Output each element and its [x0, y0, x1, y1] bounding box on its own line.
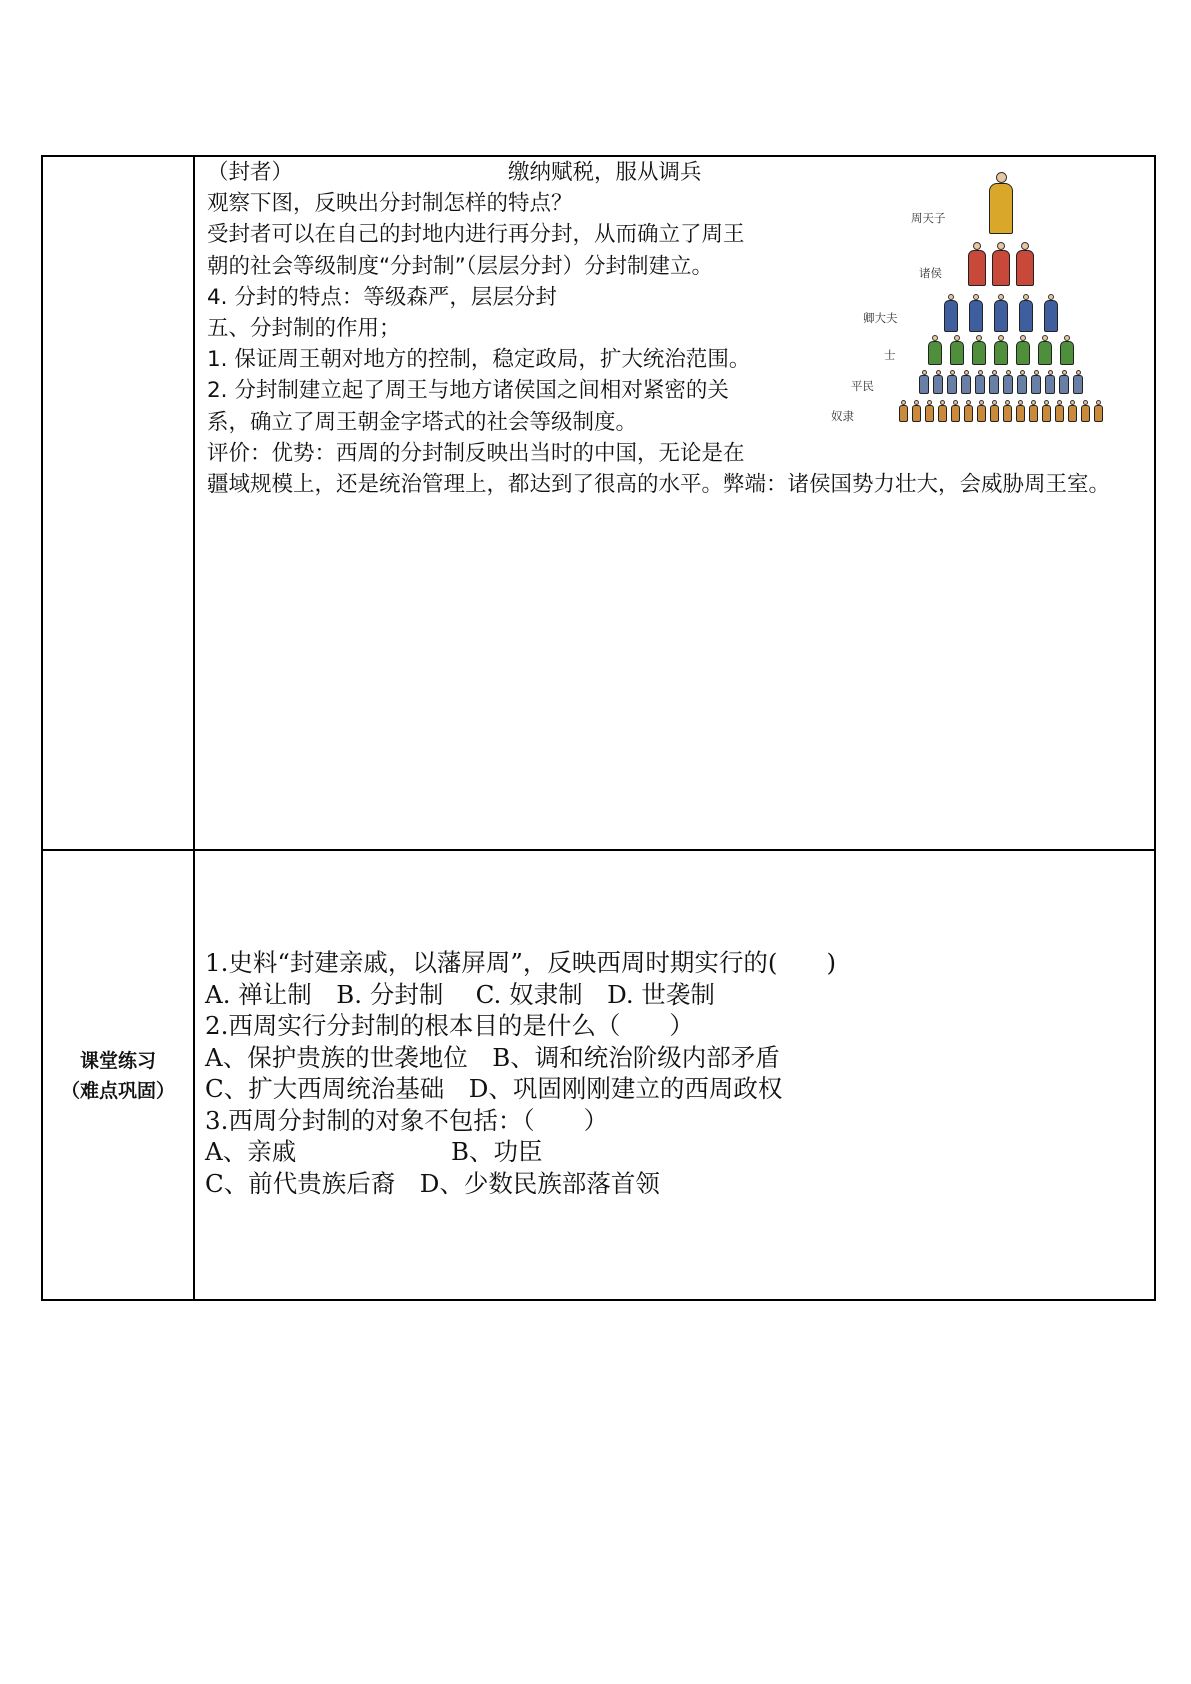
content-cell-row2 — [205, 947, 1145, 1199]
pyramid-person-figure — [1068, 400, 1077, 422]
pyramid-person-figure — [994, 335, 1008, 365]
pyramid-person-figure — [944, 294, 958, 332]
pyramid-person-figure — [919, 370, 929, 394]
pyramid-person-figure — [912, 400, 921, 422]
text-line: 疆域规模上，还是统治管理上，都达到了很高的水平。弊端：诸侯国势力壮大，会威胁周王室。 — [207, 472, 1111, 498]
pyramid-person-figure — [992, 242, 1010, 286]
level-label-tianzi: 周天子 — [911, 211, 946, 225]
pyramid-person-figure — [1038, 335, 1052, 365]
pyramid-person-figure — [1045, 370, 1055, 394]
pyramid-person-figure — [950, 335, 964, 365]
pyramid-person-figure — [899, 400, 908, 422]
lesson-table — [41, 155, 1156, 1301]
text-line: 1. 保证周王朝对地方的控制，稳定政局，扩大统治范围。 — [207, 347, 751, 373]
pyramid-person-figure — [1081, 400, 1090, 422]
pyramid-person-figure — [968, 242, 986, 286]
pyramid-person-figure — [1042, 400, 1051, 422]
text-line: 受封者可以在自己的封地内进行再分封，从而确立了周王 — [207, 222, 745, 248]
level-label-pingmin: 平民 — [851, 379, 874, 393]
pyramid-person-figure — [1073, 370, 1083, 394]
question-line: A、亲戚 B、功臣 — [205, 1137, 543, 1166]
pyramid-person-figure — [925, 400, 934, 422]
pyramid-person-figure — [1055, 400, 1064, 422]
pyramid-person-figure — [989, 172, 1013, 234]
pyramid-person-figure — [975, 370, 985, 394]
question-line: C、扩大西周统治基础 D、巩固刚刚建立的西周政权 — [205, 1074, 783, 1103]
pyramid-person-figure — [947, 370, 957, 394]
text-line: 评价：优势：西周的分封制反映出当时的中国，无论是在 — [207, 440, 745, 466]
pyramid-person-figure — [1094, 400, 1103, 422]
question-line: C、前代贵族后裔 D、少数民族部落首领 — [205, 1168, 660, 1198]
pyramid-person-figure — [928, 335, 942, 365]
text-line: 五、分封制的作用； — [207, 316, 401, 342]
pyramid-person-figure — [938, 400, 947, 422]
pyramid-person-figure — [933, 370, 943, 394]
row-divider — [43, 849, 1154, 851]
pyramid-person-figure — [1003, 370, 1013, 394]
pyramid-person-figure — [1016, 335, 1030, 365]
level-label-shi: 士 — [884, 348, 896, 362]
text-line: 朝的社会等级制度“分封制”（层层分封）分封制建立。 — [207, 253, 714, 279]
pyramid-person-figure — [1060, 335, 1074, 365]
pyramid-person-figure — [951, 400, 960, 422]
pyramid-person-figure — [1029, 400, 1038, 422]
pyramid-person-figure — [972, 335, 986, 365]
pyramid-person-figure — [994, 294, 1008, 332]
pyramid-person-figure — [1044, 294, 1058, 332]
pyramid-person-figure — [961, 370, 971, 394]
level-label-zhuhou: 诸侯 — [919, 266, 942, 280]
question-line: 2.西周实行分封制的根本目的是什么（ ） — [205, 1011, 694, 1040]
text-line: 观察下图，反映出分封制怎样的特点？ — [207, 191, 573, 217]
row-label-practice — [43, 851, 193, 1301]
level-label-nuli: 奴隶 — [831, 409, 854, 423]
text-line: 2. 分封制建立起了周王与地方诸侯国之间相对紧密的关 — [207, 378, 729, 404]
text-line: 4. 分封的特点：等级森严，层层分封 — [207, 284, 557, 310]
text-line: 系，确立了周王朝金字塔式的社会等级制度。 — [207, 409, 638, 435]
pyramid-person-figure — [1003, 400, 1012, 422]
row-label-line1: 课堂练习 — [79, 1050, 156, 1072]
question-line: 1.史料“封建亲戚，以藩屏周”，反映西周时期实行的( ) — [205, 948, 837, 977]
text-line: （封者） 缴纳赋税，服从调兵 — [207, 160, 702, 185]
pyramid-person-figure — [1016, 400, 1025, 422]
column-divider — [193, 157, 195, 1299]
question-line: A、保护贵族的世袭地位 B、调和统治阶级内部矛盾 — [205, 1042, 780, 1072]
pyramid-person-figure — [1059, 370, 1069, 394]
pyramid-person-figure — [1017, 370, 1027, 394]
pyramid-person-figure — [1016, 242, 1034, 286]
pyramid-person-figure — [964, 400, 973, 422]
pyramid-person-figure — [1019, 294, 1033, 332]
pyramid-person-figure — [969, 294, 983, 332]
pyramid-person-figure — [989, 370, 999, 394]
pyramid-person-figure — [990, 400, 999, 422]
question-line: 3.西周分封制的对象不包括：（ ） — [205, 1105, 609, 1135]
question-line: A. 禅让制 B. 分封制 C. 奴隶制 D. 世袭制 — [205, 979, 715, 1009]
hierarchy-pyramid-figure — [831, 172, 1151, 442]
pyramid-person-figure — [1031, 370, 1041, 394]
level-label-qingdafu: 卿大夫 — [863, 311, 898, 325]
row-label-line2: （难点巩固） — [60, 1080, 175, 1102]
pyramid-person-figure — [977, 400, 986, 422]
